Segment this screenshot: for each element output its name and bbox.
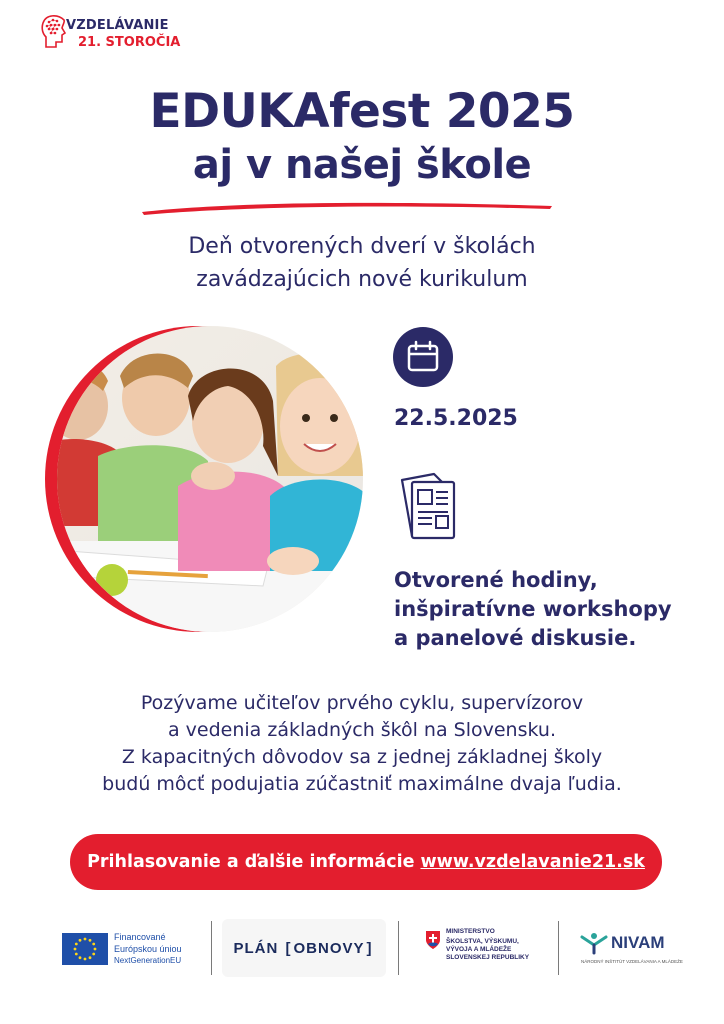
event-activities [394, 566, 672, 653]
footer-logos [0, 915, 724, 985]
nivam-name: NIVAM [611, 933, 665, 952]
footer-divider [558, 921, 559, 975]
eu-funding-line-2: Európskou úniou [114, 944, 182, 954]
eu-flag-icon [62, 933, 108, 965]
plan-obnovy-logo: PLÁN [ OBNOVY ] [222, 919, 386, 977]
registration-text: Prihlasovanie a ďalšie informácie [87, 852, 415, 872]
eu-funding-line-3: NextGenerationEU [114, 956, 182, 965]
nivam-subtitle: NÁRODNÝ INŠTITÚT VZDELÁVANIA A MLÁDEŽE [581, 959, 683, 964]
brush-underline [140, 194, 560, 218]
logo-line-1: VZDELÁVANIE [66, 18, 169, 33]
activity-line: a panelové diskusie. [394, 626, 637, 650]
ministry-line: ŠKOLSTVA, VÝSKUMU, [446, 938, 519, 945]
invitation-line: Pozývame učiteľov prvého cyklu, supervízorov [140, 692, 584, 714]
registration-banner [70, 834, 662, 890]
invitation-line: budú môcť podujatia zúčastniť maximálne dvaja ľudia. [102, 773, 622, 795]
invitation-line: Z kapacitných dôvodov sa z jednej základnej školy [121, 746, 603, 768]
children-photo [38, 326, 366, 632]
ministry-line: MINISTERSTVO [446, 928, 495, 935]
calendar-icon [392, 326, 454, 388]
document-icon [398, 470, 460, 542]
nivam-figure-icon [580, 931, 608, 955]
eu-funding-line-1: Financované [114, 932, 166, 942]
logo-line-2: 21. STOROČIA [78, 35, 181, 50]
activity-line: inšpiratívne workshopy [394, 597, 672, 621]
page-title: EDUKAfest 2025 [149, 84, 575, 139]
website-link[interactable]: www.vzdelavanie21.sk [420, 852, 645, 872]
event-date: 22.5.2025 [394, 406, 518, 431]
ministry-line: VÝVOJA A MLÁDEŽE [446, 946, 512, 953]
invitation-line: a vedenia základných škôl na Slovensku. [167, 719, 556, 741]
invitation-text [0, 690, 724, 798]
ministry-line: SLOVENSKEJ REPUBLIKY [446, 954, 530, 961]
footer-divider [398, 921, 399, 975]
event-description [0, 230, 724, 296]
page-subtitle: aj v našej škole [192, 142, 532, 188]
slovak-emblem-icon [426, 931, 440, 949]
vzdelavanie21-logo [40, 12, 200, 56]
description-line-2: zavádzajúcich nové kurikulum [196, 267, 528, 292]
description-line-1: Deň otvorených dverí v školách [188, 234, 536, 259]
activity-line: Otvorené hodiny, [394, 568, 598, 592]
footer-divider [211, 921, 212, 975]
